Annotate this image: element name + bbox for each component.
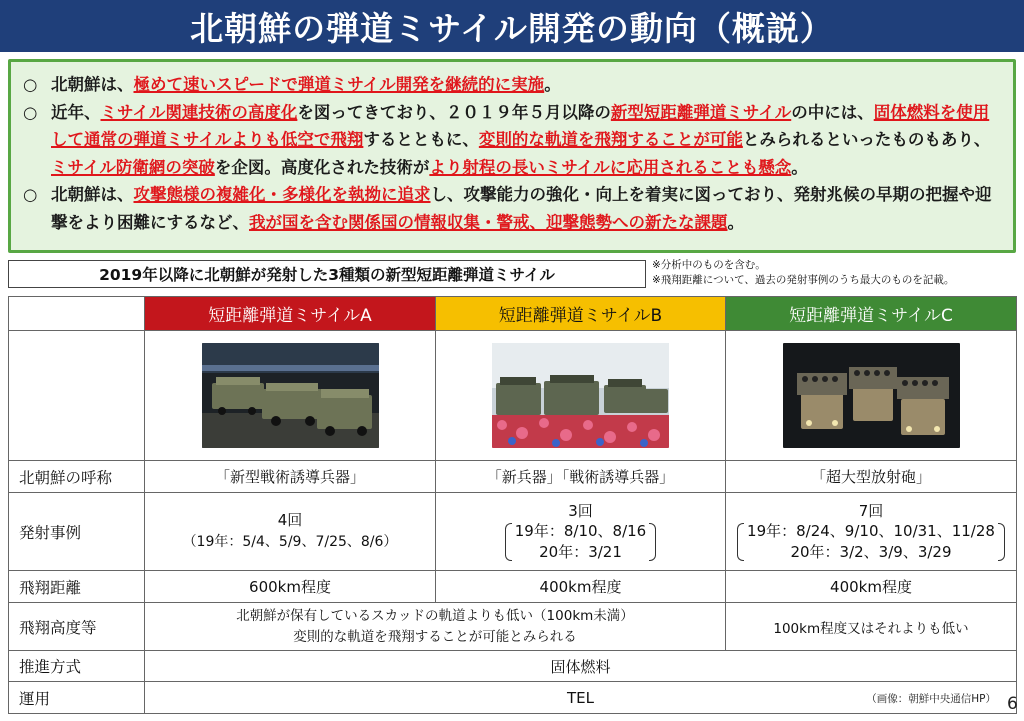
cell-range-b: 400km程度 [436, 571, 726, 603]
photo-cell-c [726, 331, 1017, 461]
table-row-name [9, 461, 1017, 493]
notes [652, 258, 1020, 288]
altitude-line: 北朝鮮が保有しているスカッドの軌道よりも低い（100km未満） [236, 607, 634, 624]
bullet-icon: ○ [23, 102, 38, 122]
cell-name-c: 「超大型放射砲」 [726, 461, 1017, 493]
launch-dates-line: 19年：8/24、9/10、10/31、11/28 [747, 521, 995, 540]
row-label: 発射事例 [9, 493, 145, 571]
launch-dates-bracket [505, 521, 656, 563]
summary-point-1 [23, 71, 1003, 99]
table-row-propulsion [9, 651, 1017, 682]
section-label: 2019年以降に北朝鮮が発射した3種類の新型短距離弾道ミサイル [8, 260, 646, 288]
altitude-line: 変則的な軌道を飛翔することが可能とみられる [293, 628, 577, 645]
summary-highlight: 固体燃料を使用して通常の弾道ミサイルよりも低空で飛翔 [51, 102, 990, 149]
summary-highlight: 変則的な軌道を飛翔することが可能 [478, 130, 743, 149]
photo-blank-cell [9, 331, 145, 461]
launch-count: 7回 [858, 501, 884, 520]
header-missile-a: 短距離弾道ミサイルA [145, 297, 436, 331]
row-label: 飛翔高度等 [9, 603, 145, 651]
summary-text: 。 [791, 157, 808, 177]
table-row-photos [9, 331, 1017, 461]
cell-launches-c [726, 493, 1017, 571]
cell-range-c: 400km程度 [726, 571, 1017, 603]
summary-point-3 [23, 181, 1003, 236]
table-row-operation [9, 682, 1017, 714]
summary-text: 北朝鮮は、 [51, 185, 134, 204]
page-number: 6 [1007, 694, 1018, 714]
header-blank-cell [9, 297, 145, 331]
summary-highlight: ミサイル関連技術の高度化 [100, 102, 298, 122]
cell-range-a: 600km程度 [145, 571, 436, 603]
cell-operation [145, 682, 1017, 714]
header-missile-b: 短距離弾道ミサイルB [436, 297, 726, 331]
summary-highlight: 我が国を含む関係国の情報収集・警戒、迎撃態勢への新たな課題 [249, 212, 728, 232]
row-label: 飛翔距離 [9, 571, 145, 603]
summary-text: 北朝鮮は、 [51, 75, 134, 94]
missile-comparison-table [8, 296, 1017, 714]
bullet-icon: ○ [23, 75, 38, 94]
cell-propulsion: 固体燃料 [145, 651, 1017, 682]
summary-highlight: より射程の長いミサイルに応用されることも懸念 [429, 157, 792, 177]
page-title: 北朝鮮の弾道ミサイル開発の動向（概説） [0, 0, 1024, 52]
summary-text: の中には、 [791, 102, 874, 122]
summary-text: するとともに、 [363, 130, 479, 149]
cell-name-b: 「新兵器」「戦術誘導兵器」 [436, 461, 726, 493]
summary-text: 。 [727, 212, 744, 232]
bullet-icon: ○ [23, 185, 38, 204]
summary-box [8, 59, 1016, 253]
launch-dates-line: 20年：3/21 [539, 542, 622, 561]
table-header-row [9, 297, 1017, 331]
table-row-altitude [9, 603, 1017, 651]
image-credit: （画像：朝鮮中央通信HP） [866, 693, 996, 705]
launch-dates-bracket [737, 521, 1005, 563]
launch-count: 4回 [277, 510, 303, 529]
row-label: 運用 [9, 682, 145, 714]
summary-text: 近年、 [51, 102, 101, 122]
summary-highlight: 攻撃態様の複雑化・多様化を執拗に追求 [133, 185, 431, 204]
launch-dates-line: 20年：3/2、3/9、3/29 [790, 542, 952, 561]
summary-text: 。 [544, 75, 561, 94]
photo-cell-a [145, 331, 436, 461]
cell-launches-b [436, 493, 726, 571]
note-1: ※分析中のものを含む。 [652, 259, 766, 271]
summary-highlight: 極めて速いスピードで弾道ミサイル開発を継続的に実施 [133, 75, 545, 94]
note-2: ※飛翔距離について、過去の発射事例のうち最大のものを記載。 [652, 274, 955, 286]
launch-count: 3回 [568, 501, 593, 520]
operation-value: TEL [567, 688, 594, 707]
parade-photo-missile-b [492, 343, 669, 448]
header-missile-c: 短距離弾道ミサイルC [726, 297, 1017, 331]
launch-dates-line: 19年：8/10、8/16 [514, 521, 647, 540]
summary-text: を図ってきており、２０１９年５月以降の [297, 102, 611, 122]
parade-photo-missile-c [783, 343, 960, 448]
cell-name-a: 「新型戦術誘導兵器」 [145, 461, 436, 493]
photo-cell-b [436, 331, 726, 461]
cell-altitude-ab [145, 603, 726, 651]
cell-altitude-c: 100km程度又はそれよりも低い [726, 603, 1017, 651]
row-label: 北朝鮮の呼称 [9, 461, 145, 493]
summary-highlight: 新型短距離弾道ミサイル [610, 102, 792, 122]
summary-text: とみられるといったものもあり、 [742, 130, 991, 149]
summary-text: し、攻撃能力の強化・向上を着実に図っており、発射兆候の早期の把握や迎撃をより困難にするなど、 [51, 185, 992, 232]
table-row-range [9, 571, 1017, 603]
row-label: 推進方式 [9, 651, 145, 682]
summary-text: を企図。高度化された技術が [214, 157, 430, 177]
table-row-launches [9, 493, 1017, 571]
cell-launches-a [145, 493, 436, 571]
launch-dates: （19年：5/4、5/9、7/25、8/6） [182, 533, 398, 550]
summary-highlight: ミサイル防衛網の突破 [51, 157, 215, 177]
parade-photo-missile-a [202, 343, 379, 448]
summary-point-2 [23, 99, 1003, 182]
